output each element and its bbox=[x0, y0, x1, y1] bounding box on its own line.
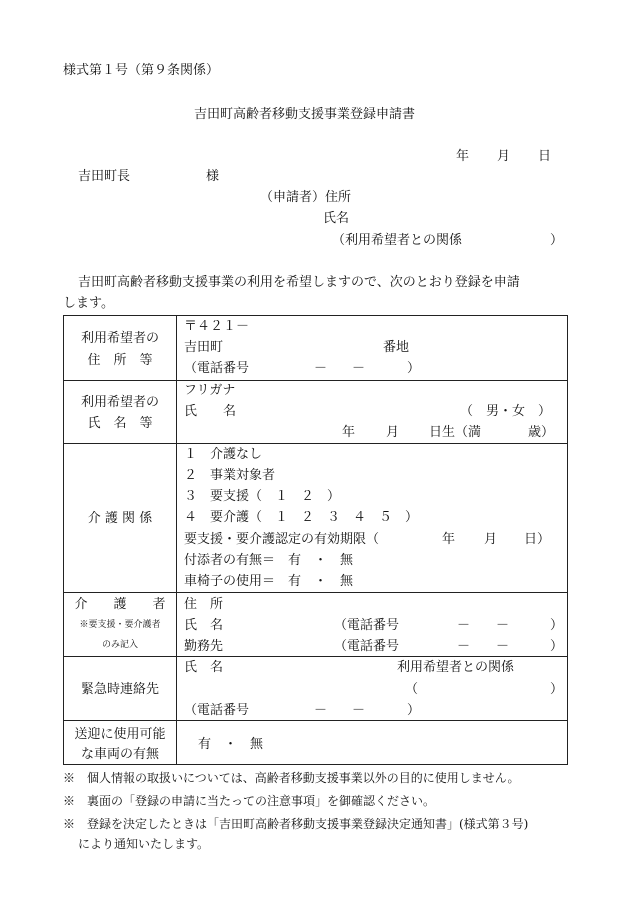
row-divider bbox=[64, 380, 567, 381]
furigana-label: フリガナ bbox=[184, 383, 236, 398]
gender-selection: （ 男・女 ） bbox=[460, 404, 552, 419]
confirmation-note: ※ 裏面の「登録の申請に当たっての注意事項」を御確認ください。 bbox=[63, 794, 436, 808]
address-label-line-2: 住 所 等 bbox=[87, 353, 153, 368]
date-month-label: 月 bbox=[497, 149, 511, 164]
wheelchair-selection: 車椅子の使用＝ 有 ・ 無 bbox=[184, 574, 354, 589]
date-day-label: 日 bbox=[538, 149, 552, 164]
applicant-relation-close: ） bbox=[550, 233, 564, 248]
address-phone-close: ） bbox=[407, 361, 421, 376]
row-divider bbox=[64, 592, 567, 593]
applicant-name-label: 氏名 bbox=[323, 211, 350, 226]
name-label-line-2: 氏 名 等 bbox=[87, 416, 153, 431]
birth-month-label: 月 bbox=[386, 425, 400, 440]
work-phone-dash-1: － bbox=[457, 639, 471, 654]
column-divider bbox=[176, 316, 177, 764]
address-phone-dash-1: － bbox=[314, 361, 328, 376]
caregiver-note-line-2: のみ記入 bbox=[101, 640, 138, 650]
address-phone-label: （電話番号 bbox=[184, 361, 250, 376]
row-divider bbox=[64, 656, 567, 657]
caregiver-phone-label: （電話番号 bbox=[334, 618, 400, 633]
privacy-note: ※ 個人情報の取扱いについては、高齢者移動支援事業以外の目的に使用しません。 bbox=[63, 771, 520, 785]
birth-year-label: 年 bbox=[342, 425, 356, 440]
intro-line-1: 吉田町高齢者移動支援事業の利用を希望しますので、次のとおり登録を申請 bbox=[78, 275, 520, 290]
work-phone-label: （電話番号 bbox=[334, 639, 400, 654]
emergency-phone-label: （電話番号 bbox=[184, 703, 250, 718]
work-phone-close: ） bbox=[550, 639, 564, 654]
care-label: 介 護 関 係 bbox=[87, 511, 153, 526]
birth-day-label: 日生（満 bbox=[429, 425, 482, 440]
validity-year-label: 年 bbox=[442, 532, 456, 547]
decision-note-continued: により通知いたします。 bbox=[78, 837, 210, 851]
date-year-label: 年 bbox=[456, 149, 470, 164]
care-option-2: ２ 事業対象者 bbox=[184, 468, 276, 483]
emergency-name-label: 氏 名 bbox=[184, 660, 224, 675]
emergency-phone-dash-2: － bbox=[352, 703, 366, 718]
emergency-phone-dash-1: － bbox=[314, 703, 328, 718]
care-option-1: １ 介護なし bbox=[184, 447, 263, 462]
vehicle-label-line-1: 送迎に使用可能 bbox=[74, 727, 166, 742]
care-option-4: ４ 要介護（ １ ２ ３ ４ ５ ） bbox=[184, 510, 419, 525]
caregiver-phone-dash-2: － bbox=[496, 618, 510, 633]
postal-code: 〒４２１－ bbox=[184, 319, 250, 334]
attendant-selection: 付添者の有無＝ 有 ・ 無 bbox=[184, 553, 354, 568]
caregiver-phone-dash-1: － bbox=[457, 618, 471, 633]
registration-table bbox=[63, 315, 568, 765]
page-title: 吉田町高齢者移動支援事業登録申請書 bbox=[194, 107, 416, 122]
addressee: 吉田町長 bbox=[78, 169, 131, 184]
caregiver-name-label: 氏 名 bbox=[184, 618, 224, 633]
work-phone-dash-2: － bbox=[496, 639, 510, 654]
emergency-relation-close: ） bbox=[550, 682, 564, 697]
decision-note: ※ 登録を決定したときは「吉田町高齢者移動支援事業登録決定通知書」(様式第３号) bbox=[63, 817, 529, 831]
intro-line-2: します。 bbox=[63, 296, 114, 311]
banchi-label: 番地 bbox=[383, 340, 410, 355]
emergency-relation-open: （ bbox=[405, 682, 419, 697]
name-label-line-1: 利用希望者の bbox=[80, 395, 159, 410]
care-option-3: ３ 要支援（ １ ２ ） bbox=[184, 489, 341, 504]
caregiver-note-line-1: ※要支援・要介護者 bbox=[79, 620, 161, 630]
vehicle-selection: 有 ・ 無 bbox=[198, 737, 264, 752]
emergency-phone-close: ） bbox=[407, 703, 421, 718]
emergency-relation-label: 利用希望者との関係 bbox=[397, 660, 515, 675]
validity-month-label: 月 bbox=[484, 532, 498, 547]
row-divider bbox=[64, 720, 567, 721]
address-label-line-1: 利用希望者の bbox=[80, 331, 159, 346]
applicant-name-field-label: 氏 名 bbox=[184, 404, 237, 419]
address-phone-dash-2: － bbox=[352, 361, 366, 376]
caregiver-address-label: 住 所 bbox=[184, 597, 224, 612]
honorific: 様 bbox=[206, 169, 220, 184]
caregiver-label: 介 護 者 bbox=[74, 597, 166, 612]
validity-day-label: 日） bbox=[524, 532, 551, 547]
form-number: 様式第１号（第９条関係） bbox=[63, 63, 220, 78]
row-divider bbox=[64, 443, 567, 444]
vehicle-label-line-2: な車両の有無 bbox=[80, 747, 159, 762]
town-name: 吉田町 bbox=[184, 340, 224, 355]
validity-label: 要支援・要介護認定の有効期限（ bbox=[184, 532, 380, 547]
applicant-relation-label: （利用希望者との関係 bbox=[332, 233, 463, 248]
age-label: 歳） bbox=[528, 425, 555, 440]
caregiver-phone-close: ） bbox=[550, 618, 564, 633]
emergency-label: 緊急時連絡先 bbox=[80, 682, 159, 697]
applicant-address-label: （申請者）住所 bbox=[260, 190, 352, 205]
caregiver-work-label: 勤務先 bbox=[184, 639, 224, 654]
